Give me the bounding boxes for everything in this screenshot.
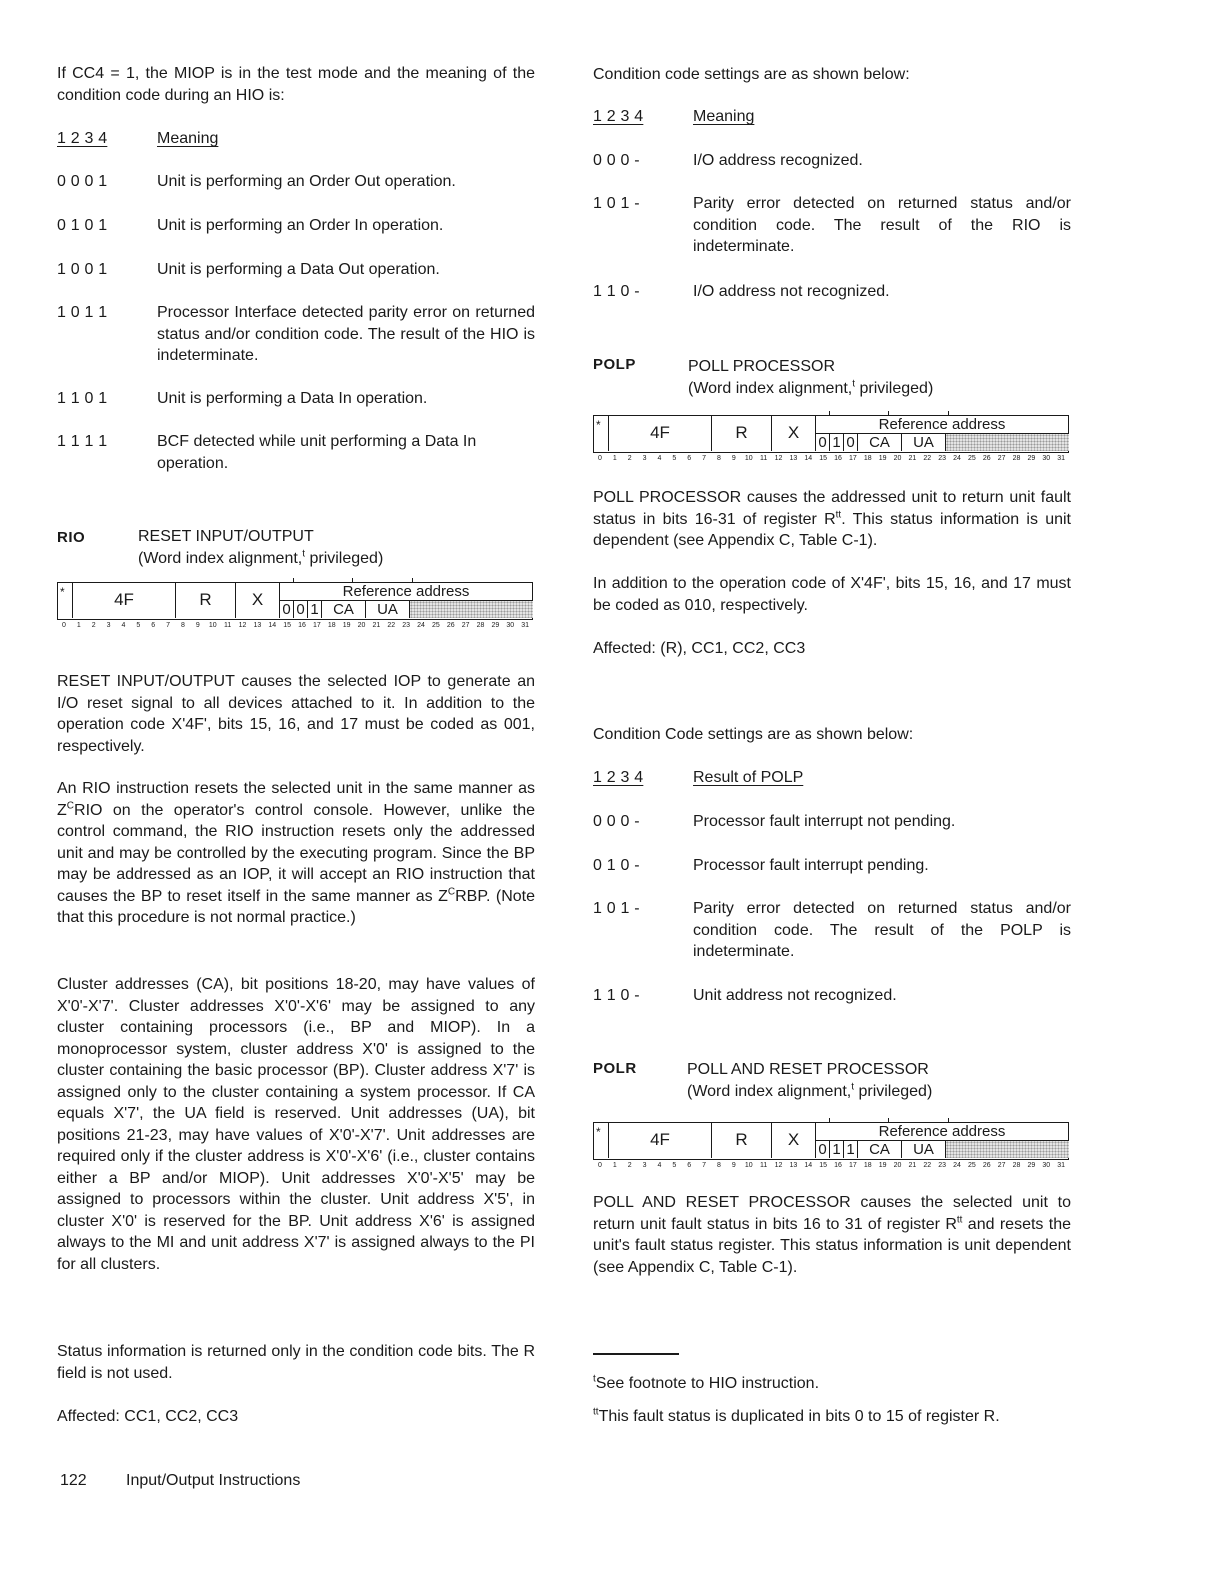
bit-position-label: 16 <box>298 622 306 629</box>
bit-position-label: 12 <box>774 1162 783 1169</box>
format-bit-16: 0 <box>293 600 307 618</box>
format-reserved-shade <box>945 1140 1069 1158</box>
format-bit-15: 0 <box>815 1140 829 1158</box>
indirect-flag: * <box>596 1125 601 1139</box>
bit-position-label: 25 <box>967 1162 976 1169</box>
bit-position-label: 1 <box>612 455 617 462</box>
format-bit-17: 0 <box>843 433 857 451</box>
bit-position-label: 30 <box>1042 455 1051 462</box>
format-bit-17: 1 <box>843 1140 857 1158</box>
table-row: 1 1 0 - I/O address not recognized. <box>593 283 890 300</box>
bit-position-label: 28 <box>1012 455 1021 462</box>
bit-position-label: 15 <box>819 1162 828 1169</box>
format-bit-16: 1 <box>829 1140 843 1158</box>
format-field-x: X <box>771 1122 815 1158</box>
page-number: 122 <box>60 1472 87 1489</box>
polp-alignment: (Word index alignment,$^t$ privileged) <box>688 378 934 397</box>
bit-position-label: 22 <box>923 455 932 462</box>
bit-position-label: 17 <box>848 455 857 462</box>
bit-position-label: 6 <box>151 622 156 629</box>
bit-position-label: 29 <box>1027 455 1036 462</box>
bit-position-label: 31 <box>1057 1162 1066 1169</box>
table-row: 1 1 1 1 BCF detected while unit performing a Data In operation. <box>57 433 477 472</box>
hio-table-header <box>57 128 218 150</box>
rio-cc-intro: Condition code settings are as shown below: <box>593 66 910 83</box>
hio-test-mode-intro: If CC4 = 1, the MIOP is in the test mode and the meaning of the condition code during an HIO is: <box>57 65 535 104</box>
rio-status-paragraph: Status information is returned only in the condition code bits. The R field is not used. <box>57 1343 535 1382</box>
bit-position-label: 15 <box>283 622 292 629</box>
bit-position-label: 22 <box>387 622 396 629</box>
bit-position-label: 11 <box>223 622 232 629</box>
section-title: Input/Output Instructions <box>126 1472 301 1489</box>
bit-position-label: 16 <box>834 455 842 462</box>
bit-position-label: 19 <box>878 455 887 462</box>
bit-position-label: 14 <box>804 455 813 462</box>
table-row: 0 1 0 - Processor fault interrupt pending. <box>593 857 929 874</box>
bit-position-label: 9 <box>195 622 200 629</box>
bit-position-label: 0 <box>598 1162 602 1169</box>
bit-position-scale <box>593 1161 1069 1170</box>
bit-position-label: 12 <box>774 455 783 462</box>
footnote-1: $^t$See footnote to HIO instruction. <box>593 1373 820 1392</box>
polp-cc-intro: Condition Code settings are as shown below: <box>593 726 914 743</box>
bit-position-label: 23 <box>938 1162 947 1169</box>
format-field-r: R <box>711 415 771 451</box>
bit-position-label: 25 <box>967 455 976 462</box>
bit-position-label: 1 <box>612 1162 617 1169</box>
table-row: 0 0 0 - Processor fault interrupt not pending. <box>593 813 956 830</box>
format-field-r: R <box>711 1122 771 1158</box>
bit-position-scale <box>57 621 533 630</box>
bit-position-label: 25 <box>431 622 440 629</box>
bit-position-label: 27 <box>997 1162 1006 1169</box>
bit-position-label: 16 <box>834 1162 842 1169</box>
format-field-ca: CA <box>857 1140 901 1158</box>
table-row: 0 1 0 1 Unit is performing an Order In operation. <box>57 217 444 234</box>
bit-position-label: 18 <box>863 1162 872 1169</box>
bit-position-label: 20 <box>893 455 902 462</box>
rio-affected: Affected: CC1, CC2, CC3 <box>57 1408 239 1425</box>
polr-mnemonic: POLR <box>593 1060 637 1077</box>
table-row: 0 0 0 1 Unit is performing an Order Out operation. <box>57 173 456 190</box>
bit-position-label: 21 <box>908 1162 917 1169</box>
format-field-x: X <box>771 415 815 451</box>
bit-position-label: 27 <box>461 622 470 629</box>
indirect-flag: * <box>60 585 65 599</box>
bit-position-label: 10 <box>208 622 217 629</box>
bit-position-label: 28 <box>476 622 485 629</box>
bit-position-label: 26 <box>446 622 455 629</box>
bit-position-label: 3 <box>106 622 111 629</box>
polp-description: POLL PROCESSOR causes the addressed unit to return unit fault status in bits 16-31 of register $R^{tt}$. This status information is unit dependent (see Appendix C, Table C-1). <box>593 489 1071 549</box>
bit-position-label: 13 <box>789 455 798 462</box>
format-field-ca: CA <box>321 600 365 618</box>
bit-position-label: 4 <box>657 455 662 462</box>
format-field-opcode: 4F <box>608 1122 711 1158</box>
format-field-r: R <box>175 582 235 618</box>
rio-title <box>138 526 383 570</box>
bit-position-label: 2 <box>627 455 632 462</box>
table-row: 0 0 0 - I/O address recognized. <box>593 152 863 169</box>
bit-position-label: 13 <box>253 622 262 629</box>
bit-position-label: 2 <box>91 622 96 629</box>
footnote-rule <box>593 1353 679 1355</box>
polr-alignment: (Word index alignment,$^t$ privileged) <box>687 1081 933 1100</box>
bit-position-scale <box>593 454 1069 463</box>
format-bit-15: 0 <box>279 600 293 618</box>
bit-position-label: 7 <box>702 1162 707 1169</box>
bit-position-label: 30 <box>506 622 515 629</box>
polr-description: POLL AND RESET PROCESSOR causes the selected unit to return unit fault status in bits 16 to 31 of register $R^{tt}$ and resets the unit's fault status register. This status information is unit dependent (see Appendix C, Table C-1). <box>593 1194 1072 1276</box>
format-bit-16: 1 <box>829 433 843 451</box>
bit-position-label: 10 <box>744 455 753 462</box>
page-footer <box>60 1472 301 1490</box>
table-row: 1 1 0 - Unit address not recognized. <box>593 987 897 1004</box>
table-row: 1 0 1 - Parity error detected on returned status and/or condition code. The result of the RIO is indeterminate. <box>593 195 1071 255</box>
rio-cc-table-header: 1 2 3 4 Meaning <box>593 108 755 125</box>
format-reserved-shade <box>409 600 533 618</box>
bit-position-label: 12 <box>238 622 247 629</box>
format-field-opcode: 4F <box>72 582 175 618</box>
polr-name: POLL AND RESET PROCESSOR <box>687 1061 929 1078</box>
bit-position-label: 22 <box>923 1162 932 1169</box>
bit-position-label: 14 <box>268 622 277 629</box>
bit-position-label: 26 <box>982 455 991 462</box>
bit-position-label: 19 <box>342 622 351 629</box>
table-row: 1 1 0 1 Unit is performing a Data In operation. <box>57 390 428 407</box>
polp-name: POLL PROCESSOR <box>688 358 836 375</box>
bit-position-label: 5 <box>672 1162 677 1169</box>
bit-position-label: 24 <box>417 622 425 629</box>
hio-col-bits: 1 2 3 4 <box>57 130 108 147</box>
bit-position-label: 13 <box>789 1162 798 1169</box>
format-field-ca: CA <box>857 433 901 451</box>
polp-title <box>688 356 933 400</box>
format-field-x: X <box>235 582 279 618</box>
bit-position-label: 4 <box>657 1162 662 1169</box>
bit-position-label: 11 <box>759 455 768 462</box>
bit-position-label: 21 <box>908 455 917 462</box>
bit-position-label: 27 <box>997 455 1006 462</box>
bit-position-label: 4 <box>121 622 126 629</box>
bit-position-label: 8 <box>717 455 721 462</box>
polp-mnemonic: POLP <box>593 356 636 373</box>
format-field-ua: UA <box>901 1140 945 1158</box>
bit-position-label: 0 <box>598 455 602 462</box>
cluster-address-paragraph: Cluster addresses (CA), bit positions 18-20, may have values of X'0'-X'7'. Cluster addresses X'0'-X'6' may be assigned to any cluster containing processors (i.e., BP and MIOP). In a monoprocessor system, cluster address X'0' is assigned to the cluster containing the basic processor (BP). Cluster address X'7' is assigned only to the cluster containing a system processor. If CA equals X'7', the UA field is reserved. Unit addresses (UA), bit positions 21-23, may have values of X'0'-X'7'. Unit addresses are required only if the cluster address is X'0'-X'6' (i.e., cluster contains either a BP and/or MIOP). Unit addresses X'0'-X'5' may be assigned to processors within the cluster. Unit address X'5', in cluster X'0' is reserved for the BP. Unit address X'6' is assigned always to the MI and unit address X'7' is assigned always to the PI for all clusters. <box>57 976 535 1273</box>
rio-instruction-format <box>57 582 533 630</box>
bit-position-label: 14 <box>804 1162 813 1169</box>
bit-position-label: 24 <box>953 455 961 462</box>
bit-position-label: 3 <box>642 455 647 462</box>
rio-alignment: (Word index alignment,$^t$ privileged) <box>138 548 384 567</box>
bit-position-label: 8 <box>181 622 185 629</box>
bit-position-label: 31 <box>521 622 530 629</box>
bit-position-label: 18 <box>863 455 872 462</box>
format-bit-15: 0 <box>815 433 829 451</box>
footnote-2: $^{tt}$This fault status is duplicated in bits 0 to 15 of register R. <box>593 1406 1000 1425</box>
bit-position-label: 20 <box>893 1162 902 1169</box>
bit-position-label: 18 <box>327 622 336 629</box>
bit-position-label: 8 <box>717 1162 721 1169</box>
bit-position-label: 2 <box>627 1162 632 1169</box>
bit-position-label: 9 <box>731 1162 736 1169</box>
bit-position-label: 7 <box>166 622 171 629</box>
bit-position-label: 28 <box>1012 1162 1021 1169</box>
table-row: 1 0 0 1 Unit is performing a Data Out operation. <box>57 261 440 278</box>
bit-position-label: 0 <box>62 622 66 629</box>
format-bit-17: 1 <box>307 600 321 618</box>
bit-position-label: 30 <box>1042 1162 1051 1169</box>
indirect-flag: * <box>596 418 601 432</box>
bit-position-label: 6 <box>687 455 692 462</box>
bit-position-label: 29 <box>491 622 500 629</box>
bit-position-label: 5 <box>136 622 141 629</box>
polp-instruction-format <box>593 415 1069 463</box>
format-field-opcode: 4F <box>608 415 711 451</box>
bit-position-label: 9 <box>731 455 736 462</box>
table-row: 1 0 1 1 Processor Interface detected parity error on returned status and/or condition code. The result of the HIO is indeterminate. <box>57 304 535 364</box>
bit-position-label: 21 <box>372 622 381 629</box>
bit-position-label: 1 <box>76 622 81 629</box>
bit-position-label: 7 <box>702 455 707 462</box>
format-field-reference-address: Reference address <box>342 582 470 600</box>
polp-affected: Affected: (R), CC1, CC2, CC3 <box>593 640 806 657</box>
bit-position-label: 26 <box>982 1162 991 1169</box>
rio-reset-paragraph: An RIO instruction resets the selected unit in the same manner as $Z^CRIO$ on the operator's control console. However, unlike the control command, the RIO instruction resets only the addressed unit and may be controlled by the executing program. Since the BP may be addressed as an IOP, it will accept an RIO instruction that causes the BP to reset itself in the same manner as $Z^CRBP$. (Note that this procedure is not normal practice.) <box>57 780 535 926</box>
format-field-reference-address: Reference address <box>878 415 1006 433</box>
bit-position-label: 29 <box>1027 1162 1036 1169</box>
bit-position-label: 24 <box>953 1162 961 1169</box>
bit-position-label: 3 <box>642 1162 647 1169</box>
bit-position-label: 20 <box>357 622 366 629</box>
format-field-reference-address: Reference address <box>878 1122 1006 1140</box>
bit-position-label: 31 <box>1057 455 1066 462</box>
bit-position-label: 17 <box>312 622 321 629</box>
bit-position-label: 6 <box>687 1162 692 1169</box>
rio-description: RESET INPUT/OUTPUT causes the selected IOP to generate an I/O reset signal to all devices attached to it. In addition to the operation code X'4F', bits 15, 16, and 17 must be coded as 001, respectively. <box>57 673 535 755</box>
table-row: 1 0 1 - Parity error detected on returned status and/or condition code. The result of the POLP is indeterminate. <box>593 900 1071 960</box>
format-field-ua: UA <box>365 600 409 618</box>
format-reserved-shade <box>945 433 1069 451</box>
bit-position-label: 5 <box>672 455 677 462</box>
bit-position-label: 15 <box>819 455 828 462</box>
bit-position-label: 23 <box>402 622 411 629</box>
bit-position-label: 17 <box>848 1162 857 1169</box>
polp-opcode-paragraph: In addition to the operation code of X'4F', bits 15, 16, and 17 must be coded as 010, respectively. <box>593 575 1071 614</box>
bit-position-label: 19 <box>878 1162 887 1169</box>
format-field-ua: UA <box>901 433 945 451</box>
bit-position-label: 10 <box>744 1162 753 1169</box>
polr-title <box>687 1059 932 1103</box>
bit-position-label: 11 <box>759 1162 768 1169</box>
rio-name: RESET INPUT/OUTPUT <box>138 528 314 545</box>
rio-mnemonic: RIO <box>57 529 86 546</box>
hio-col-meaning: Meaning <box>157 130 219 147</box>
bit-position-label: 23 <box>938 455 947 462</box>
polp-cc-table-header: 1 2 3 4 Result of POLP <box>593 769 804 786</box>
polr-instruction-format <box>593 1122 1069 1170</box>
